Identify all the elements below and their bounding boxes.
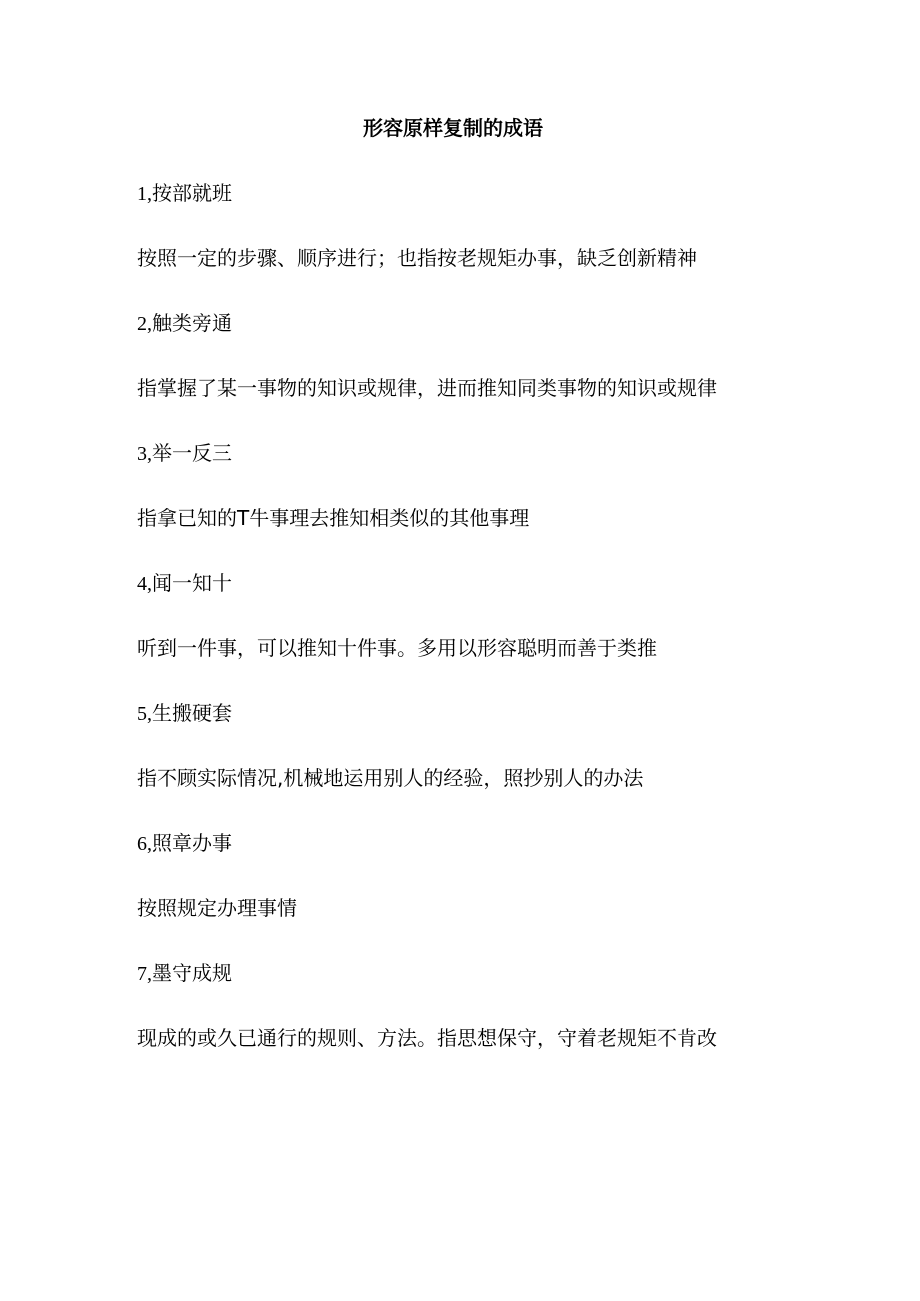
idiom-definition: 按照一定的步骤、顺序进行；也指按老规矩办事，缺乏创新精神 — [137, 246, 697, 270]
idiom-term — [137, 307, 837, 372]
idiom-term — [137, 957, 837, 1022]
idiom-name: 闻一知十 — [152, 571, 232, 595]
idiom-number: 3, — [137, 443, 152, 465]
idiom-name: 生搬硬套 — [152, 701, 232, 725]
idiom-number: 7, — [137, 963, 152, 985]
idiom-term — [137, 437, 837, 502]
idiom-name: 触类旁通 — [152, 311, 232, 335]
idiom-definition: 指不顾实际情况,机械地运用别人的经验，照抄别人的办法 — [137, 766, 644, 790]
idiom-term — [137, 697, 837, 762]
idiom-list — [137, 177, 837, 1087]
idiom-definition: 指掌握了某一事物的知识或规律，进而推知同类事物的知识或规律 — [137, 376, 717, 400]
idiom-name: 举一反三 — [152, 441, 232, 465]
idiom-name: 墨守成规 — [152, 961, 232, 985]
idiom-number: 2, — [137, 313, 152, 335]
idiom-number: 4, — [137, 573, 152, 595]
idiom-number: 1, — [137, 183, 152, 205]
idiom-term — [137, 827, 837, 892]
idiom-definition: 现成的或久已通行的规则、方法。指思想保守，守着老规矩不肯改 — [137, 1026, 717, 1050]
idiom-term — [137, 567, 837, 632]
idiom-name: 照章办事 — [152, 831, 232, 855]
idiom-definition: 指拿已知的T牛事理去推知相类似的其他事理 — [137, 506, 530, 530]
idiom-name: 按部就班 — [152, 181, 232, 205]
idiom-definition: 按照规定办理事情 — [137, 896, 297, 920]
idiom-definition: 听到一件事，可以推知十件事。多用以形容聪明而善于类推 — [137, 636, 657, 660]
page-title: 形容原样复制的成语 — [363, 116, 543, 140]
idiom-number: 6, — [137, 833, 152, 855]
idiom-term — [137, 177, 837, 242]
idiom-number: 5, — [137, 703, 152, 725]
